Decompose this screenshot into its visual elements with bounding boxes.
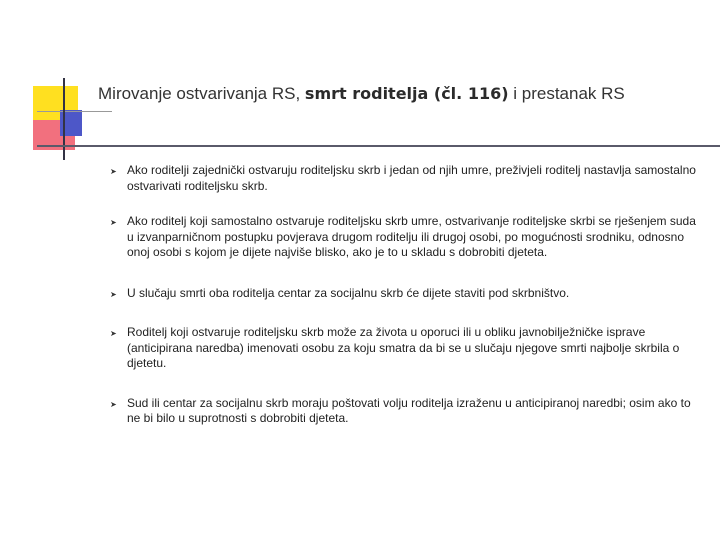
list-item [110,396,700,427]
bullet-list [110,163,700,427]
title-text-2: i prestanak RS [508,84,625,103]
arrow-bullet-icon: ➤ [110,399,117,409]
list-item [110,286,700,302]
arrow-bullet-icon: ➤ [110,289,117,299]
arrow-bullet-icon: ➤ [110,167,117,176]
arrow-bullet-icon: ➤ [110,329,117,338]
list-item-text: U slučaju smrti oba roditelja centar za socijalnu skrb će dijete staviti pod skrbništvo. [127,285,570,300]
title-text-1: Mirovanje ostvarivanja RS, [98,84,305,103]
arrow-bullet-icon: ➤ [110,218,117,227]
list-item [110,163,700,194]
list-item-text: Sud ili centar za socijalnu skrb moraju poštovati volju roditelja izraženu u anticipiranoj naredbi; osim ako to ne bi bilo u suprotnosti s dobrobiti djeteta. [127,395,691,425]
list-item-text: Roditelj koji ostvaruje roditeljsku skrb može za života u oporuci ili u obliku javnobilježničke isprave (anticipirana naredba) imenovati osobu za koju smatra da bi se u slučaju njegove smrti najbolje skrbila o djetetu. [127,325,680,370]
decor-horizontal-line [37,145,720,147]
list-item [110,214,700,261]
list-item [110,325,700,372]
decor-thin-line [37,111,112,112]
title-text-bold: smrt roditelja (čl. 116) [304,84,509,103]
slide-title [98,82,688,105]
list-item-text: Ako roditelj koji samostalno ostvaruje roditeljsku skrb umre, ostvarivanje roditeljske skrbi se rješenjem suda u izvanparničnom postupku povjerava drugom roditelju ili drugoj osobi, po mogućnosti srodniku, odnosno onoj osobi s kojom je dijete najviše blisko, ako je to u skladu s dobrobiti djeteta. [127,214,696,259]
list-item-text: Ako roditelji zajednički ostvaruju roditeljsku skrb i jedan od njih umre, preživjeli roditelj nastavlja samostalno ostvarivati roditeljsku skrb. [127,163,696,193]
decor-vertical-line [63,78,65,160]
